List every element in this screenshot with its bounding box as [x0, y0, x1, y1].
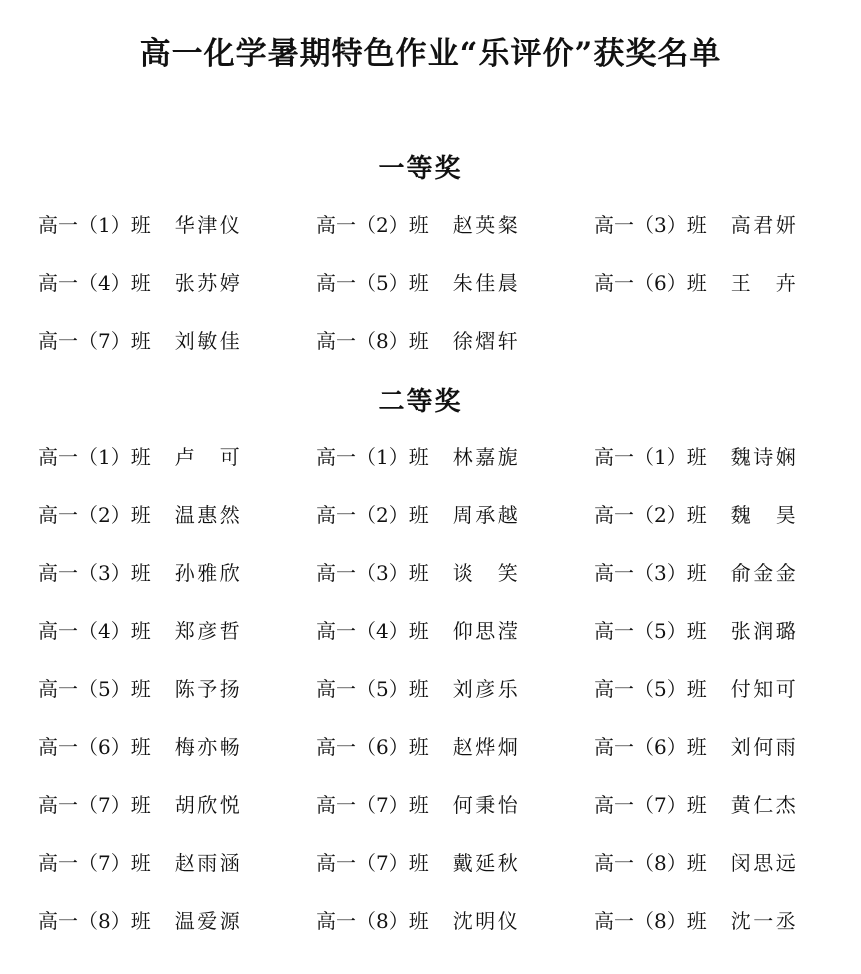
- student-name: 刘敏佳: [174, 329, 241, 353]
- awardee-entry: [316, 326, 519, 356]
- award-row: [0, 210, 861, 268]
- award-row: [0, 558, 861, 616]
- awardee-entry: [38, 674, 241, 704]
- class-label: 高一（5）班: [316, 677, 429, 701]
- awardee-entry: [316, 790, 519, 820]
- awardee-entry: [594, 674, 797, 704]
- awardee-entry: [594, 906, 797, 936]
- class-label: 高一（1）班: [594, 445, 707, 469]
- student-name: 付知可: [730, 677, 797, 701]
- awardee-entry: [594, 500, 797, 530]
- class-label: 高一（6）班: [594, 271, 707, 295]
- student-name: 何秉怡: [452, 793, 519, 817]
- award-row: [0, 906, 861, 964]
- class-label: 高一（6）班: [38, 735, 151, 759]
- student-name: 周承越: [452, 503, 519, 527]
- award-row: [0, 500, 861, 558]
- awardee-entry: [594, 790, 797, 820]
- awardee-entry: [594, 210, 797, 240]
- first-prize-heading: 一等奖: [378, 154, 463, 184]
- student-name: 刘何雨: [730, 735, 797, 759]
- student-name: 华津仪: [174, 213, 241, 237]
- awardee-entry: [38, 732, 241, 762]
- class-label: 高一（8）班: [594, 909, 707, 933]
- awardee-entry: [316, 558, 519, 588]
- awardee-entry: [316, 848, 519, 878]
- student-name: 闵思远: [730, 851, 797, 875]
- awardee-entry: [38, 268, 241, 298]
- class-label: 高一（4）班: [38, 619, 151, 643]
- class-label: 高一（5）班: [38, 677, 151, 701]
- class-label: 高一（5）班: [594, 677, 707, 701]
- second-prize-heading: 二等奖: [378, 387, 463, 417]
- student-name: 沈一丞: [730, 909, 797, 933]
- class-label: 高一（7）班: [38, 793, 151, 817]
- award-row: [0, 674, 861, 732]
- class-label: 高一（3）班: [38, 561, 151, 585]
- award-row: [0, 848, 861, 906]
- award-row: [0, 326, 861, 384]
- awardee-entry: [38, 790, 241, 820]
- class-label: 高一（3）班: [316, 561, 429, 585]
- student-name: 卢 可: [174, 445, 241, 469]
- class-label: 高一（7）班: [594, 793, 707, 817]
- class-label: 高一（1）班: [38, 445, 151, 469]
- awardee-entry: [316, 906, 519, 936]
- class-label: 高一（7）班: [316, 793, 429, 817]
- student-name: 谈 笑: [452, 561, 519, 585]
- student-name: 张苏婷: [174, 271, 241, 295]
- awardee-entry: [316, 732, 519, 762]
- class-label: 高一（1）班: [38, 213, 151, 237]
- class-label: 高一（7）班: [38, 851, 151, 875]
- awardee-entry: [38, 500, 241, 530]
- class-label: 高一（3）班: [594, 561, 707, 585]
- awardee-entry: [38, 326, 241, 356]
- student-name: 林嘉旎: [452, 445, 519, 469]
- awardee-entry: [594, 558, 797, 588]
- student-name: 梅亦畅: [174, 735, 241, 759]
- class-label: 高一（8）班: [316, 909, 429, 933]
- student-name: 张润璐: [730, 619, 797, 643]
- class-label: 高一（4）班: [316, 619, 429, 643]
- awardee-entry: [594, 732, 797, 762]
- awardee-entry: [316, 442, 519, 472]
- awardee-entry: [316, 500, 519, 530]
- award-row: [0, 616, 861, 674]
- student-name: 王 卉: [730, 271, 797, 295]
- student-name: 仰思滢: [452, 619, 519, 643]
- student-name: 高君妍: [730, 213, 797, 237]
- student-name: 黄仁杰: [730, 793, 797, 817]
- class-label: 高一（8）班: [316, 329, 429, 353]
- student-name: 魏诗娴: [730, 445, 797, 469]
- student-name: 魏 昊: [730, 503, 797, 527]
- class-label: 高一（4）班: [38, 271, 151, 295]
- award-row: [0, 442, 861, 500]
- awardee-entry: [594, 442, 797, 472]
- student-name: 温惠然: [174, 503, 241, 527]
- student-name: 赵英粲: [452, 213, 519, 237]
- class-label: 高一（6）班: [316, 735, 429, 759]
- first-prize-list: [0, 210, 861, 384]
- awardee-entry: [316, 268, 519, 298]
- student-name: 刘彦乐: [452, 677, 519, 701]
- awardee-entry: [594, 268, 797, 298]
- student-name: 陈予扬: [174, 677, 241, 701]
- class-label: 高一（8）班: [594, 851, 707, 875]
- class-label: 高一（2）班: [316, 503, 429, 527]
- awardee-entry: [316, 616, 519, 646]
- class-label: 高一（6）班: [594, 735, 707, 759]
- class-label: 高一（2）班: [316, 213, 429, 237]
- student-name: 沈明仪: [452, 909, 519, 933]
- awardee-entry: [38, 906, 241, 936]
- student-name: 俞金金: [730, 561, 797, 585]
- student-name: 孙雅欣: [174, 561, 241, 585]
- page-title: 高一化学暑期特色作业“乐评价”获奖名单: [139, 36, 722, 72]
- student-name: 胡欣悦: [174, 793, 241, 817]
- awardee-entry: [38, 210, 241, 240]
- awardee-entry: [38, 848, 241, 878]
- class-label: 高一（2）班: [38, 503, 151, 527]
- student-name: 赵雨涵: [174, 851, 241, 875]
- student-name: 赵烨炯: [452, 735, 519, 759]
- award-row: [0, 268, 861, 326]
- student-name: 温爱源: [174, 909, 241, 933]
- student-name: 戴延秋: [452, 851, 519, 875]
- class-label: 高一（7）班: [38, 329, 151, 353]
- second-prize-list: [0, 442, 861, 964]
- award-row: [0, 732, 861, 790]
- awardee-entry: [316, 674, 519, 704]
- awardee-entry: [316, 210, 519, 240]
- class-label: 高一（8）班: [38, 909, 151, 933]
- class-label: 高一（3）班: [594, 213, 707, 237]
- student-name: 徐熠轩: [452, 329, 519, 353]
- award-row: [0, 790, 861, 848]
- class-label: 高一（5）班: [316, 271, 429, 295]
- awardee-entry: [38, 442, 241, 472]
- class-label: 高一（5）班: [594, 619, 707, 643]
- class-label: 高一（7）班: [316, 851, 429, 875]
- student-name: 朱佳晨: [452, 271, 519, 295]
- student-name: 郑彦哲: [174, 619, 241, 643]
- awardee-entry: [594, 848, 797, 878]
- awardee-entry: [594, 616, 797, 646]
- awardee-entry: [38, 558, 241, 588]
- awardee-entry: [38, 616, 241, 646]
- class-label: 高一（2）班: [594, 503, 707, 527]
- class-label: 高一（1）班: [316, 445, 429, 469]
